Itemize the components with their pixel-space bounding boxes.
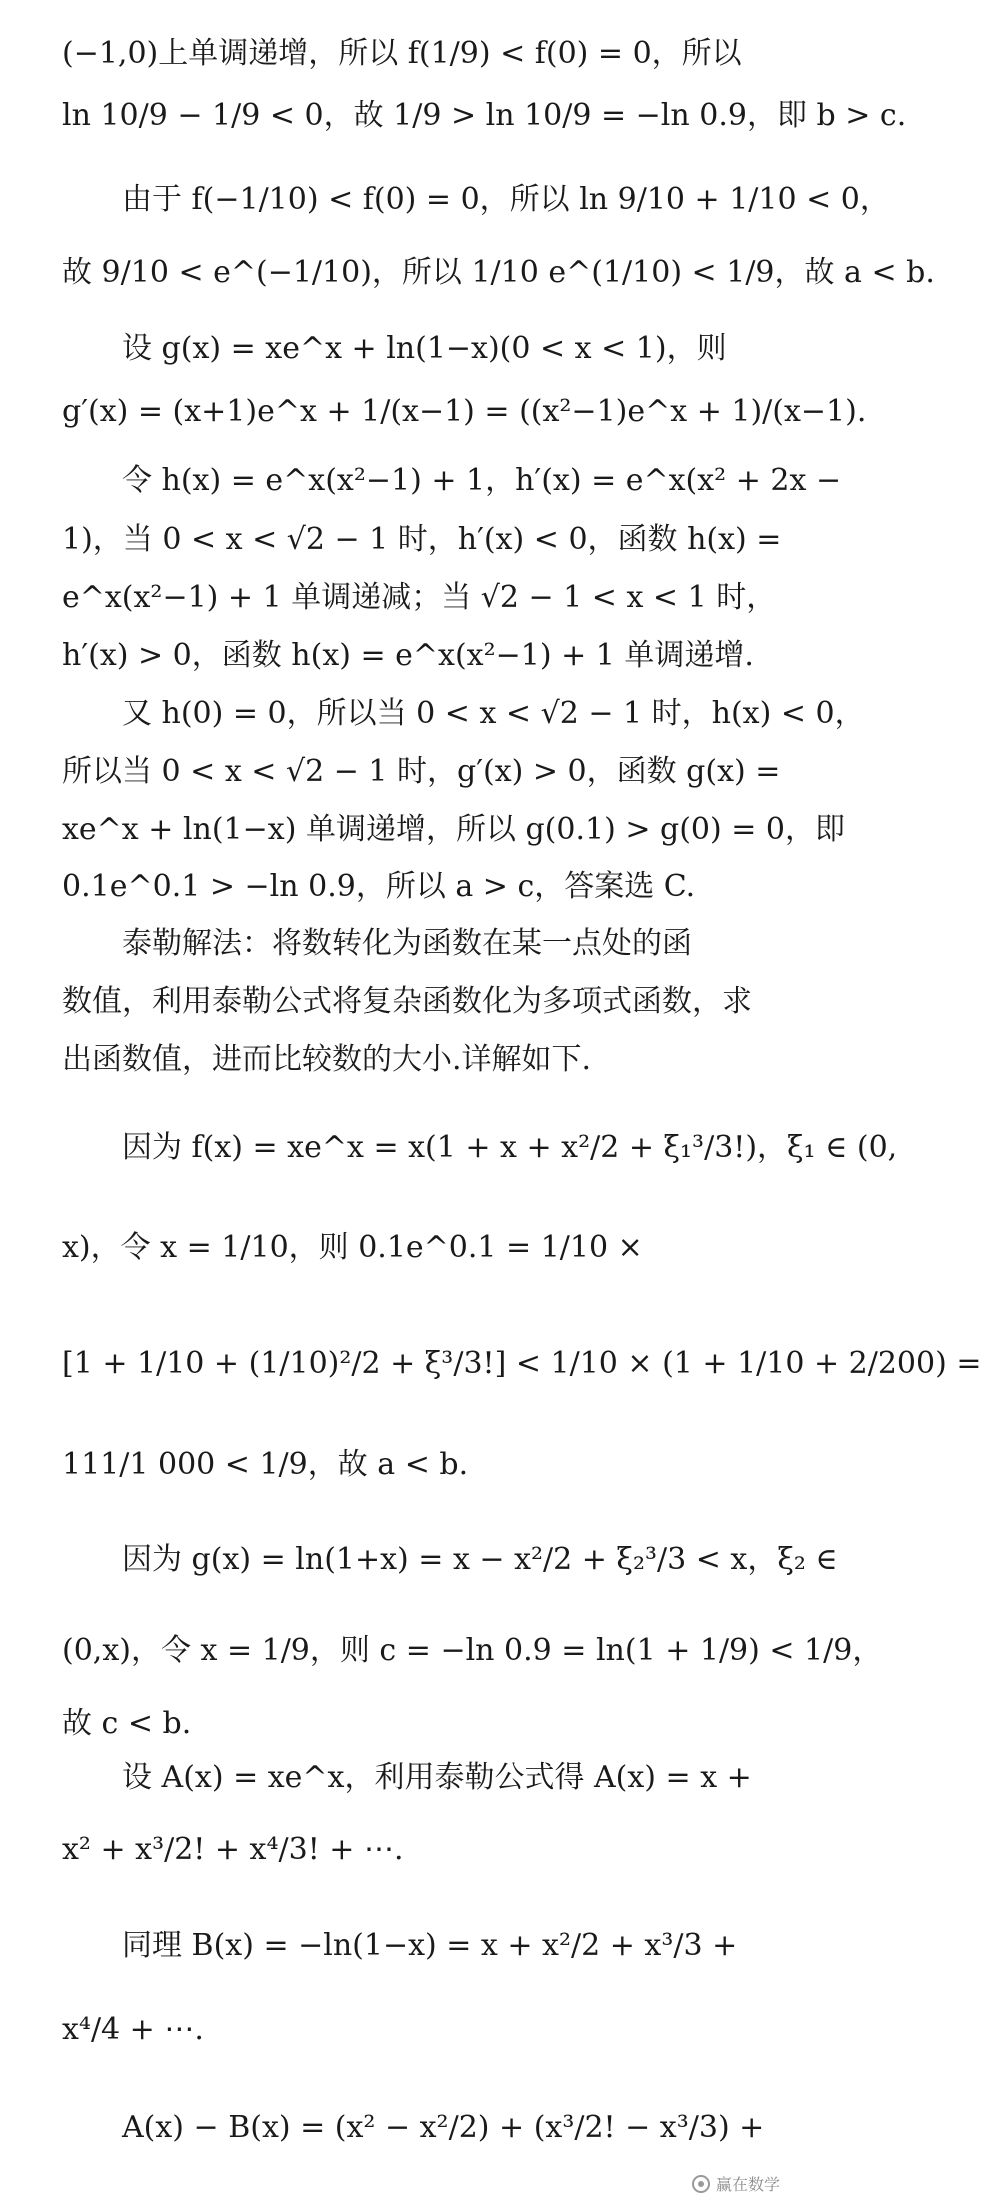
text-line: 故 9/10 < e^(−1/10)，所以 1/10 e^(1/10) < 1/9，故 a < b. <box>62 255 935 290</box>
watermark-logo-icon <box>692 2175 710 2193</box>
text-line: h′(x) > 0，函数 h(x) = e^x(x²−1) + 1 单调递增. <box>62 638 754 673</box>
text-line: 因为 f(x) = xe^x = x(1 + x + x²/2 + ξ₁³/3!)，ξ₁ ∈ (0, <box>122 1130 898 1165</box>
text-line: 故 c < b. <box>62 1706 192 1741</box>
text-line: e^x(x²−1) + 1 单调递减；当 √2 − 1 < x < 1 时， <box>62 580 777 615</box>
text-line: 泰勒解法：将数转化为函数在某一点处的函 <box>122 926 692 961</box>
text-line: x⁴/4 + ⋯. <box>62 2012 204 2047</box>
text-line: A(x) − B(x) = (x² − x²/2) + (x³/2! − x³/3) + <box>122 2110 765 2145</box>
text-line: 出函数值，进而比较数的大小.详解如下. <box>62 1042 592 1077</box>
text-line: x)，令 x = 1/10，则 0.1e^0.1 = 1/10 × <box>62 1230 643 1265</box>
text-line: g′(x) = (x+1)e^x + 1/(x−1) = ((x²−1)e^x + 1)/(x−1). <box>62 394 867 429</box>
text-line: 由于 f(−1/10) < f(0) = 0，所以 ln 9/10 + 1/10 < 0， <box>122 182 890 217</box>
text-line: 设 A(x) = xe^x，利用泰勒公式得 A(x) = x + <box>122 1760 752 1795</box>
text-line: 所以当 0 < x < √2 − 1 时，g′(x) > 0，函数 g(x) = <box>62 754 781 789</box>
text-line: (−1,0)上单调递增，所以 f(1/9) < f(0) = 0，所以 <box>62 36 742 71</box>
text-line: 同理 B(x) = −ln(1−x) = x + x²/2 + x³/3 + <box>122 1928 738 1963</box>
text-line: (0,x)，令 x = 1/9，则 c = −ln 0.9 = ln(1 + 1/9) < 1/9， <box>62 1633 883 1668</box>
text-line: 因为 g(x) = ln(1+x) = x − x²/2 + ξ₂³/3 < x，ξ₂ ∈ <box>122 1542 838 1577</box>
text-line: 又 h(0) = 0，所以当 0 < x < √2 − 1 时，h(x) < 0， <box>122 696 865 731</box>
text-line: 令 h(x) = e^x(x²−1) + 1，h′(x) = e^x(x² + 2x − <box>122 463 842 498</box>
text-line: 设 g(x) = xe^x + ln(1−x)(0 < x < 1)，则 <box>122 331 727 366</box>
text-line: 111/1 000 < 1/9，故 a < b. <box>62 1447 469 1482</box>
watermark-text: 赢在数学 <box>715 2175 780 2194</box>
text-line: 1)，当 0 < x < √2 − 1 时，h′(x) < 0，函数 h(x) = <box>62 522 782 557</box>
watermark <box>692 2172 780 2195</box>
text-line: x² + x³/2! + x⁴/3! + ⋯. <box>62 1832 404 1867</box>
text-line: [1 + 1/10 + (1/10)²/2 + ξ³/3!] < 1/10 × (1 + 1/10 + 2/200) = <box>62 1346 981 1381</box>
text-line: ln 10/9 − 1/9 < 0，故 1/9 > ln 10/9 = −ln 0.9，即 b > c. <box>62 98 907 133</box>
text-line: 数值，利用泰勒公式将复杂函数化为多项式函数，求 <box>62 984 752 1019</box>
text-line: xe^x + ln(1−x) 单调递增，所以 g(0.1) > g(0) = 0，即 <box>62 812 846 847</box>
text-line: 0.1e^0.1 > −ln 0.9，所以 a > c，答案选 C. <box>62 869 696 904</box>
